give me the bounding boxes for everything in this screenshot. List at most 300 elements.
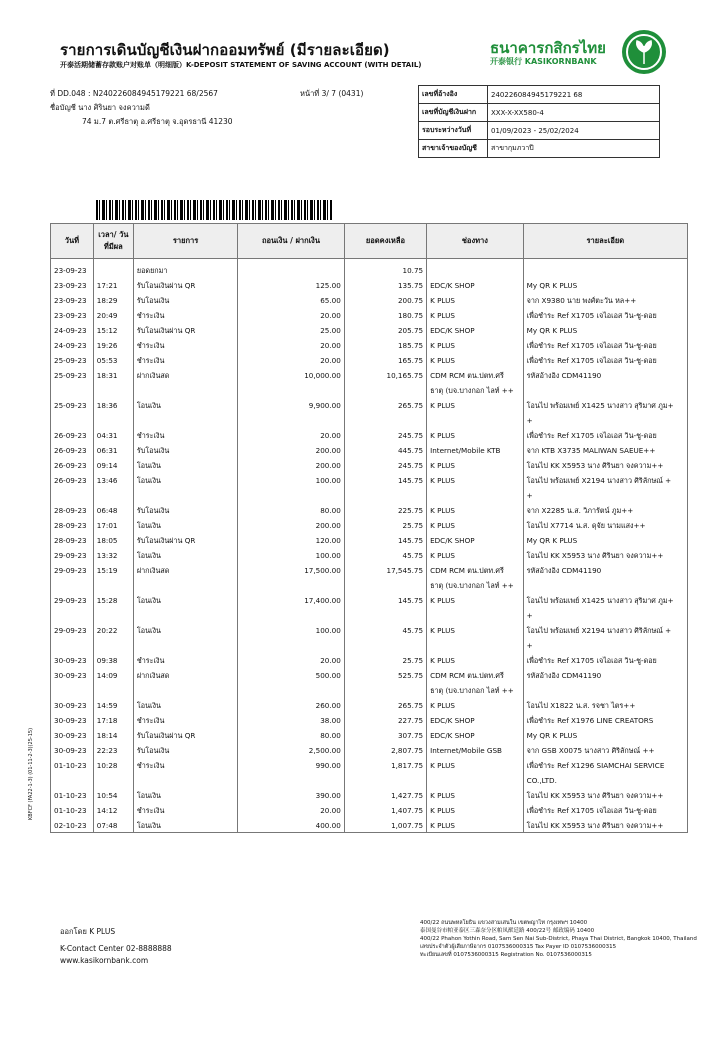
table-row	[51, 292, 688, 307]
table-cell	[51, 382, 94, 397]
table-cell: 30-09-23	[51, 697, 94, 712]
table-cell: CDM RCM ตน.ปตท.ศรี	[427, 562, 524, 577]
table-cell: 07:48	[93, 817, 133, 833]
table-cell: ฝากเงินสด	[133, 667, 237, 682]
table-cell: 265.75	[344, 697, 426, 712]
table-cell: EDC/K SHOP	[427, 532, 524, 547]
bank-address-line: เลขประจำตัวผู้เสียภาษีอากร 0107536000315 Tax Payer ID 0107536000315	[420, 944, 617, 950]
table-cell: 205.75	[344, 322, 426, 337]
table-cell: 26-09-23	[51, 427, 94, 442]
table-row	[51, 637, 688, 652]
table-row	[51, 757, 688, 772]
table-cell	[238, 637, 345, 652]
table-cell: My QR K PLUS	[523, 727, 687, 742]
table-cell: 28-09-23	[51, 502, 94, 517]
info-row: รอบระหว่างวันที่ 01/09/2023 - 25/02/2024	[419, 122, 660, 140]
table-cell: ชำระเงิน	[133, 337, 237, 352]
table-cell	[344, 772, 426, 787]
table-cell: 04:31	[93, 427, 133, 442]
table-cell: K PLUS	[427, 802, 524, 817]
info-row: เลขที่บัญชีเงินฝาก XXX-X-XX580-4	[419, 104, 660, 122]
table-cell: 10:54	[93, 787, 133, 802]
info-row: เลขที่อ้างอิง 240226084945179221 68	[419, 86, 660, 104]
info-row: สาขาเจ้าของบัญชี สาขากุมภวาปี	[419, 140, 660, 158]
table-cell: โอนไป พร้อมเพย์ X2194 นางสาว ศิริลักษณ์ +	[523, 622, 687, 637]
table-cell	[93, 412, 133, 427]
table-cell: รับโอนเงิน	[133, 742, 237, 757]
table-cell: K PLUS	[427, 697, 524, 712]
issued-by: ออกโดย K PLUS	[60, 927, 116, 936]
account-info-table	[418, 85, 660, 158]
table-cell: 307.75	[344, 727, 426, 742]
table-cell: 65.00	[238, 292, 345, 307]
table-cell: 15:28	[93, 592, 133, 607]
table-row	[51, 547, 688, 562]
table-cell: 29-09-23	[51, 622, 94, 637]
table-cell	[93, 637, 133, 652]
table-cell: เพื่อชำระ Ref X1705 เจไอเอส วิน-ชู-ดอย	[523, 652, 687, 667]
table-cell	[93, 382, 133, 397]
table-cell: 125.00	[238, 277, 345, 292]
table-cell: 18:05	[93, 532, 133, 547]
table-cell: 28-09-23	[51, 517, 94, 532]
table-cell	[427, 259, 524, 278]
table-cell: 14:09	[93, 667, 133, 682]
table-row	[51, 367, 688, 382]
table-cell: เพื่อชำระ Ref X1705 เจไอเอส วิน-ชู-ดอย	[523, 352, 687, 367]
table-cell: CDM RCM ตน.ปตท.ศรี	[427, 667, 524, 682]
table-cell	[344, 607, 426, 622]
transaction-rows	[51, 259, 688, 833]
table-cell: 25-09-23	[51, 367, 94, 382]
column-header: เวลา/ วันที่มีผล	[93, 224, 133, 259]
table-cell: 2,500.00	[238, 742, 345, 757]
table-cell: 14:12	[93, 802, 133, 817]
table-cell: ชำระเงิน	[133, 427, 237, 442]
table-cell: โอนเงิน	[133, 622, 237, 637]
table-cell: 23-09-23	[51, 259, 94, 278]
table-cell: K PLUS	[427, 817, 524, 833]
table-cell: โอนเงิน	[133, 457, 237, 472]
table-row	[51, 472, 688, 487]
table-cell	[93, 607, 133, 622]
table-cell: 23-09-23	[51, 292, 94, 307]
kasikorn-logo-icon	[622, 30, 666, 74]
table-cell: 100.00	[238, 472, 345, 487]
table-cell: 20:22	[93, 622, 133, 637]
bank-address-line: ทะเบียนเลขที่ 0107536000315 Registration No. 0107536000315	[420, 952, 592, 958]
table-cell: 29-09-23	[51, 547, 94, 562]
table-row	[51, 787, 688, 802]
table-cell: 01-10-23	[51, 802, 94, 817]
table-cell: 225.75	[344, 502, 426, 517]
table-cell: 23-09-23	[51, 307, 94, 322]
table-cell: 265.75	[344, 397, 426, 412]
table-cell: 245.75	[344, 457, 426, 472]
table-cell: 17:01	[93, 517, 133, 532]
table-cell: โอนเงิน	[133, 397, 237, 412]
table-cell: My QR K PLUS	[523, 532, 687, 547]
table-cell	[427, 412, 524, 427]
table-cell: 1,817.75	[344, 757, 426, 772]
table-cell: โอนไป KK X5953 นาง ศิรินยา จงความ++	[523, 787, 687, 802]
table-cell	[238, 577, 345, 592]
table-row	[51, 712, 688, 727]
form-code: KBFCF (FA22-1-3) (01-11-2-3)(25-15)	[28, 727, 34, 820]
table-cell: ฝากเงินสด	[133, 367, 237, 382]
table-cell: 14:59	[93, 697, 133, 712]
table-cell: K PLUS	[427, 337, 524, 352]
table-cell: โอนเงิน	[133, 697, 237, 712]
table-cell: เพื่อชำระ Ref X1976 LINE CREATORS	[523, 712, 687, 727]
table-cell: รหัสอ้างอิง CDM41190	[523, 562, 687, 577]
table-cell: 15:19	[93, 562, 133, 577]
table-cell: โอนไป KK X5953 นาง ศิรินยา จงความ++	[523, 817, 687, 833]
table-cell: โอนเงิน	[133, 592, 237, 607]
table-cell: 18:31	[93, 367, 133, 382]
column-header: วันที่	[51, 224, 94, 259]
table-cell: รับโอนเงิน	[133, 502, 237, 517]
table-cell: 145.75	[344, 592, 426, 607]
table-cell: 80.00	[238, 727, 345, 742]
column-header: รายการ	[133, 224, 237, 259]
table-cell: EDC/K SHOP	[427, 712, 524, 727]
table-cell: 18:36	[93, 397, 133, 412]
table-cell	[427, 637, 524, 652]
table-cell	[523, 259, 687, 278]
table-cell: 02-10-23	[51, 817, 94, 833]
table-cell: K PLUS	[427, 622, 524, 637]
table-cell	[133, 607, 237, 622]
table-cell: จาก GSB X0075 นางสาว ศิริลักษณ์ ++	[523, 742, 687, 757]
table-cell: ยอดยกมา	[133, 259, 237, 278]
table-cell: 445.75	[344, 442, 426, 457]
table-cell: 135.75	[344, 277, 426, 292]
table-row	[51, 457, 688, 472]
table-cell: โอนไป X1822 น.ส. รจชา ไตร++	[523, 697, 687, 712]
table-cell: 20.00	[238, 802, 345, 817]
table-cell: 10,000.00	[238, 367, 345, 382]
table-row	[51, 667, 688, 682]
table-cell	[344, 637, 426, 652]
table-cell: K PLUS	[427, 307, 524, 322]
table-cell	[238, 682, 345, 697]
table-cell	[344, 682, 426, 697]
table-cell: โอนไป พร้อมเพย์ X2194 นางสาว ศิริลักษณ์ +	[523, 472, 687, 487]
document-number: ที่ DD.048 : N240226084945179221 68/2567	[50, 89, 218, 98]
table-cell: 100.00	[238, 547, 345, 562]
table-row	[51, 742, 688, 757]
table-cell	[344, 487, 426, 502]
barcode	[96, 200, 332, 220]
table-cell	[93, 259, 133, 278]
table-row	[51, 322, 688, 337]
table-cell: 1,427.75	[344, 787, 426, 802]
column-header: ช่องทาง	[427, 224, 524, 259]
table-cell: 24-09-23	[51, 337, 94, 352]
table-cell	[238, 487, 345, 502]
table-cell: K PLUS	[427, 547, 524, 562]
table-cell: เพื่อชำระ Ref X1296 SIAMCHAI SERVICE	[523, 757, 687, 772]
table-cell: 20.00	[238, 337, 345, 352]
table-row	[51, 592, 688, 607]
table-cell: EDC/K SHOP	[427, 322, 524, 337]
table-cell: 145.75	[344, 472, 426, 487]
table-cell: 23-09-23	[51, 277, 94, 292]
table-cell: 45.75	[344, 547, 426, 562]
table-cell	[51, 577, 94, 592]
table-cell	[238, 412, 345, 427]
table-row	[51, 607, 688, 622]
table-cell: 200.00	[238, 442, 345, 457]
table-cell	[133, 487, 237, 502]
table-cell: K PLUS	[427, 427, 524, 442]
table-row	[51, 562, 688, 577]
table-cell: +	[523, 487, 687, 502]
table-cell: 500.00	[238, 667, 345, 682]
table-cell: รหัสอ้างอิง CDM41190	[523, 667, 687, 682]
table-cell	[344, 382, 426, 397]
table-cell: 18:14	[93, 727, 133, 742]
table-cell: 200.00	[238, 517, 345, 532]
table-cell: โอนไป KK X5953 นาง ศิรินยา จงความ++	[523, 547, 687, 562]
table-row	[51, 487, 688, 502]
table-cell: ธาตุ (บจ.บางกอก ไลท์ ++	[427, 682, 524, 697]
table-cell: ธาตุ (บจ.บางกอก ไลท์ ++	[427, 382, 524, 397]
table-cell: 17,545.75	[344, 562, 426, 577]
table-cell: 15:12	[93, 322, 133, 337]
table-cell: โอนไป พร้อมเพย์ X1425 นางสาว สุริมาศ ภูม+	[523, 397, 687, 412]
table-cell	[133, 682, 237, 697]
table-row	[51, 577, 688, 592]
table-cell: My QR K PLUS	[523, 322, 687, 337]
table-cell: โอนเงิน	[133, 817, 237, 833]
table-cell: 13:46	[93, 472, 133, 487]
table-row	[51, 517, 688, 532]
table-cell	[344, 412, 426, 427]
website-link[interactable]: www.kasikornbank.com	[60, 956, 149, 965]
table-cell: 19:26	[93, 337, 133, 352]
contact-center: K-Contact Center 02-8888888	[60, 944, 172, 953]
table-cell: รับโอนเงิน	[133, 292, 237, 307]
statement-title-en: 开泰活期储蓄存款账户对账单（明细版）K-DEPOSIT STATEMENT OF SAVING ACCOUNT (WITH DETAIL)	[60, 61, 422, 69]
table-row	[51, 502, 688, 517]
table-cell: 05:53	[93, 352, 133, 367]
table-cell	[93, 487, 133, 502]
table-cell: รับโอนเงินผ่าน QR	[133, 727, 237, 742]
table-cell: K PLUS	[427, 757, 524, 772]
table-row	[51, 412, 688, 427]
table-row	[51, 259, 688, 278]
account-name: ชื่อบัญชี นาง ศิรินยา จงความดี	[50, 103, 150, 112]
bank-address-line: 400/22 Phahon Yothin Road, Sam Sen Nai Sub-District, Phaya Thai District, Bangkok 10400, Thailand	[420, 936, 697, 942]
table-cell	[238, 259, 345, 278]
table-cell: 100.00	[238, 622, 345, 637]
table-cell: 20.00	[238, 307, 345, 322]
table-cell: 30-09-23	[51, 652, 94, 667]
table-cell: My QR K PLUS	[523, 277, 687, 292]
table-cell: 30-09-23	[51, 667, 94, 682]
bank-address-line: 泰国曼谷市帕亚泰区三森奈分区帕凤猷廷路 400/22号 邮政编码 10400	[420, 928, 595, 934]
table-cell	[51, 487, 94, 502]
table-cell: โอนไป KK X5953 นาง ศิรินยา จงความ++	[523, 457, 687, 472]
table-cell: EDC/K SHOP	[427, 277, 524, 292]
table-cell	[93, 577, 133, 592]
table-cell: เพื่อชำระ Ref X1705 เจไอเอส วิน-ชู-ดอย	[523, 427, 687, 442]
table-cell	[523, 382, 687, 397]
table-cell: 13:32	[93, 547, 133, 562]
table-cell: 245.75	[344, 427, 426, 442]
table-cell: K PLUS	[427, 352, 524, 367]
table-cell: เพื่อชำระ Ref X1705 เจไอเอส วิน-ชู-ดอย	[523, 802, 687, 817]
table-row	[51, 352, 688, 367]
table-cell: 25-09-23	[51, 397, 94, 412]
table-cell: 17:21	[93, 277, 133, 292]
table-cell: 26-09-23	[51, 457, 94, 472]
table-cell	[427, 607, 524, 622]
table-cell: 30-09-23	[51, 727, 94, 742]
table-cell: จาก X9380 นาย พงศ์ตะวัน หล++	[523, 292, 687, 307]
table-cell	[523, 682, 687, 697]
table-cell: โอนเงิน	[133, 472, 237, 487]
table-cell: 17,500.00	[238, 562, 345, 577]
table-cell: K PLUS	[427, 397, 524, 412]
table-cell: 20.00	[238, 352, 345, 367]
table-cell: 10:28	[93, 757, 133, 772]
table-row	[51, 727, 688, 742]
table-cell: 17,400.00	[238, 592, 345, 607]
table-row	[51, 622, 688, 637]
column-header: ยอดคงเหลือ	[344, 224, 426, 259]
table-cell: 25.75	[344, 652, 426, 667]
table-cell	[133, 577, 237, 592]
table-cell: โอนเงิน	[133, 787, 237, 802]
table-cell	[93, 682, 133, 697]
table-cell: ธาตุ (บจ.บางกอก ไลท์ ++	[427, 577, 524, 592]
table-cell: 990.00	[238, 757, 345, 772]
table-cell: 06:48	[93, 502, 133, 517]
table-cell: ชำระเงิน	[133, 757, 237, 772]
table-cell: 30-09-23	[51, 712, 94, 727]
table-cell: 01-10-23	[51, 757, 94, 772]
table-cell: 9,900.00	[238, 397, 345, 412]
table-cell: CO.,LTD.	[523, 772, 687, 787]
table-cell	[51, 772, 94, 787]
table-cell	[427, 772, 524, 787]
table-cell: 09:14	[93, 457, 133, 472]
table-cell	[427, 487, 524, 502]
table-cell: โอนไป พร้อมเพย์ X1425 นางสาว สุริมาศ ภูม+	[523, 592, 687, 607]
table-cell: 25.75	[344, 517, 426, 532]
table-row	[51, 337, 688, 352]
table-cell: 200.00	[238, 457, 345, 472]
bank-name: ธนาคารกสิกรไทย	[490, 39, 606, 57]
table-cell	[51, 682, 94, 697]
table-cell	[51, 607, 94, 622]
table-cell: Internet/Mobile GSB	[427, 742, 524, 757]
table-row	[51, 382, 688, 397]
table-cell: 10.75	[344, 259, 426, 278]
table-cell: รับโอนเงินผ่าน QR	[133, 532, 237, 547]
table-cell	[344, 577, 426, 592]
bank-name-en: 开泰银行 KASIKORNBANK	[490, 57, 597, 66]
table-cell: 26-09-23	[51, 472, 94, 487]
table-cell: 25.00	[238, 322, 345, 337]
table-cell: K PLUS	[427, 592, 524, 607]
table-cell: 1,007.75	[344, 817, 426, 833]
table-cell: ชำระเงิน	[133, 307, 237, 322]
column-header: ถอนเงิน / ฝากเงิน	[238, 224, 345, 259]
table-cell: จาก X2285 น.ส. วิภารัตน์ ภูม++	[523, 502, 687, 517]
table-cell: 145.75	[344, 532, 426, 547]
table-cell: 260.00	[238, 697, 345, 712]
table-cell: 01-10-23	[51, 787, 94, 802]
table-cell: 38.00	[238, 712, 345, 727]
table-cell: จาก KTB X3735 MALIWAN SAEUE++	[523, 442, 687, 457]
table-cell: เพื่อชำระ Ref X1705 เจไอเอส วิน-ชู-ดอย	[523, 307, 687, 322]
table-cell: ชำระเงิน	[133, 712, 237, 727]
page-number: หน้าที่ 3/ 7 (0431)	[300, 89, 364, 98]
table-cell: ชำระเงิน	[133, 652, 237, 667]
table-cell: K PLUS	[427, 457, 524, 472]
table-cell: +	[523, 607, 687, 622]
table-cell: K PLUS	[427, 292, 524, 307]
table-cell: 80.00	[238, 502, 345, 517]
table-row	[51, 277, 688, 292]
table-cell	[238, 772, 345, 787]
table-cell: ชำระเงิน	[133, 802, 237, 817]
table-cell: 165.75	[344, 352, 426, 367]
table-cell: เพื่อชำระ Ref X1705 เจไอเอส วิน-ชู-ดอย	[523, 337, 687, 352]
table-cell: 06:31	[93, 442, 133, 457]
table-cell: 2,807.75	[344, 742, 426, 757]
table-cell: 17:18	[93, 712, 133, 727]
table-cell	[51, 412, 94, 427]
table-row	[51, 772, 688, 787]
table-cell	[523, 577, 687, 592]
table-row	[51, 397, 688, 412]
table-row	[51, 442, 688, 457]
table-cell: +	[523, 412, 687, 427]
table-cell: K PLUS	[427, 787, 524, 802]
table-cell	[133, 772, 237, 787]
table-cell: 25-09-23	[51, 352, 94, 367]
transaction-table	[50, 223, 688, 833]
table-cell	[51, 637, 94, 652]
table-cell: 227.75	[344, 712, 426, 727]
table-row	[51, 307, 688, 322]
table-cell: 45.75	[344, 622, 426, 637]
table-cell: 22:23	[93, 742, 133, 757]
table-cell: 24-09-23	[51, 322, 94, 337]
table-cell: 10,165.75	[344, 367, 426, 382]
table-cell: 28-09-23	[51, 532, 94, 547]
table-header-row	[51, 224, 688, 259]
table-row	[51, 802, 688, 817]
table-cell: 1,407.75	[344, 802, 426, 817]
table-cell: รับโอนเงิน	[133, 442, 237, 457]
table-cell: รับโอนเงินผ่าน QR	[133, 322, 237, 337]
table-cell: 20:49	[93, 307, 133, 322]
table-cell: 09:38	[93, 652, 133, 667]
table-cell: 18:29	[93, 292, 133, 307]
bank-address-line: 400/22 ถนนพหลโยธิน แขวงสามเสนใน เขตพญาไท กรุงเทพฯ 10400	[420, 920, 588, 926]
table-cell: K PLUS	[427, 472, 524, 487]
table-cell: โอนเงิน	[133, 547, 237, 562]
statement-title: รายการเดินบัญชีเงินฝากออมทรัพย์ (มีรายละเอียด)	[60, 41, 390, 59]
table-cell: 390.00	[238, 787, 345, 802]
table-row	[51, 652, 688, 667]
